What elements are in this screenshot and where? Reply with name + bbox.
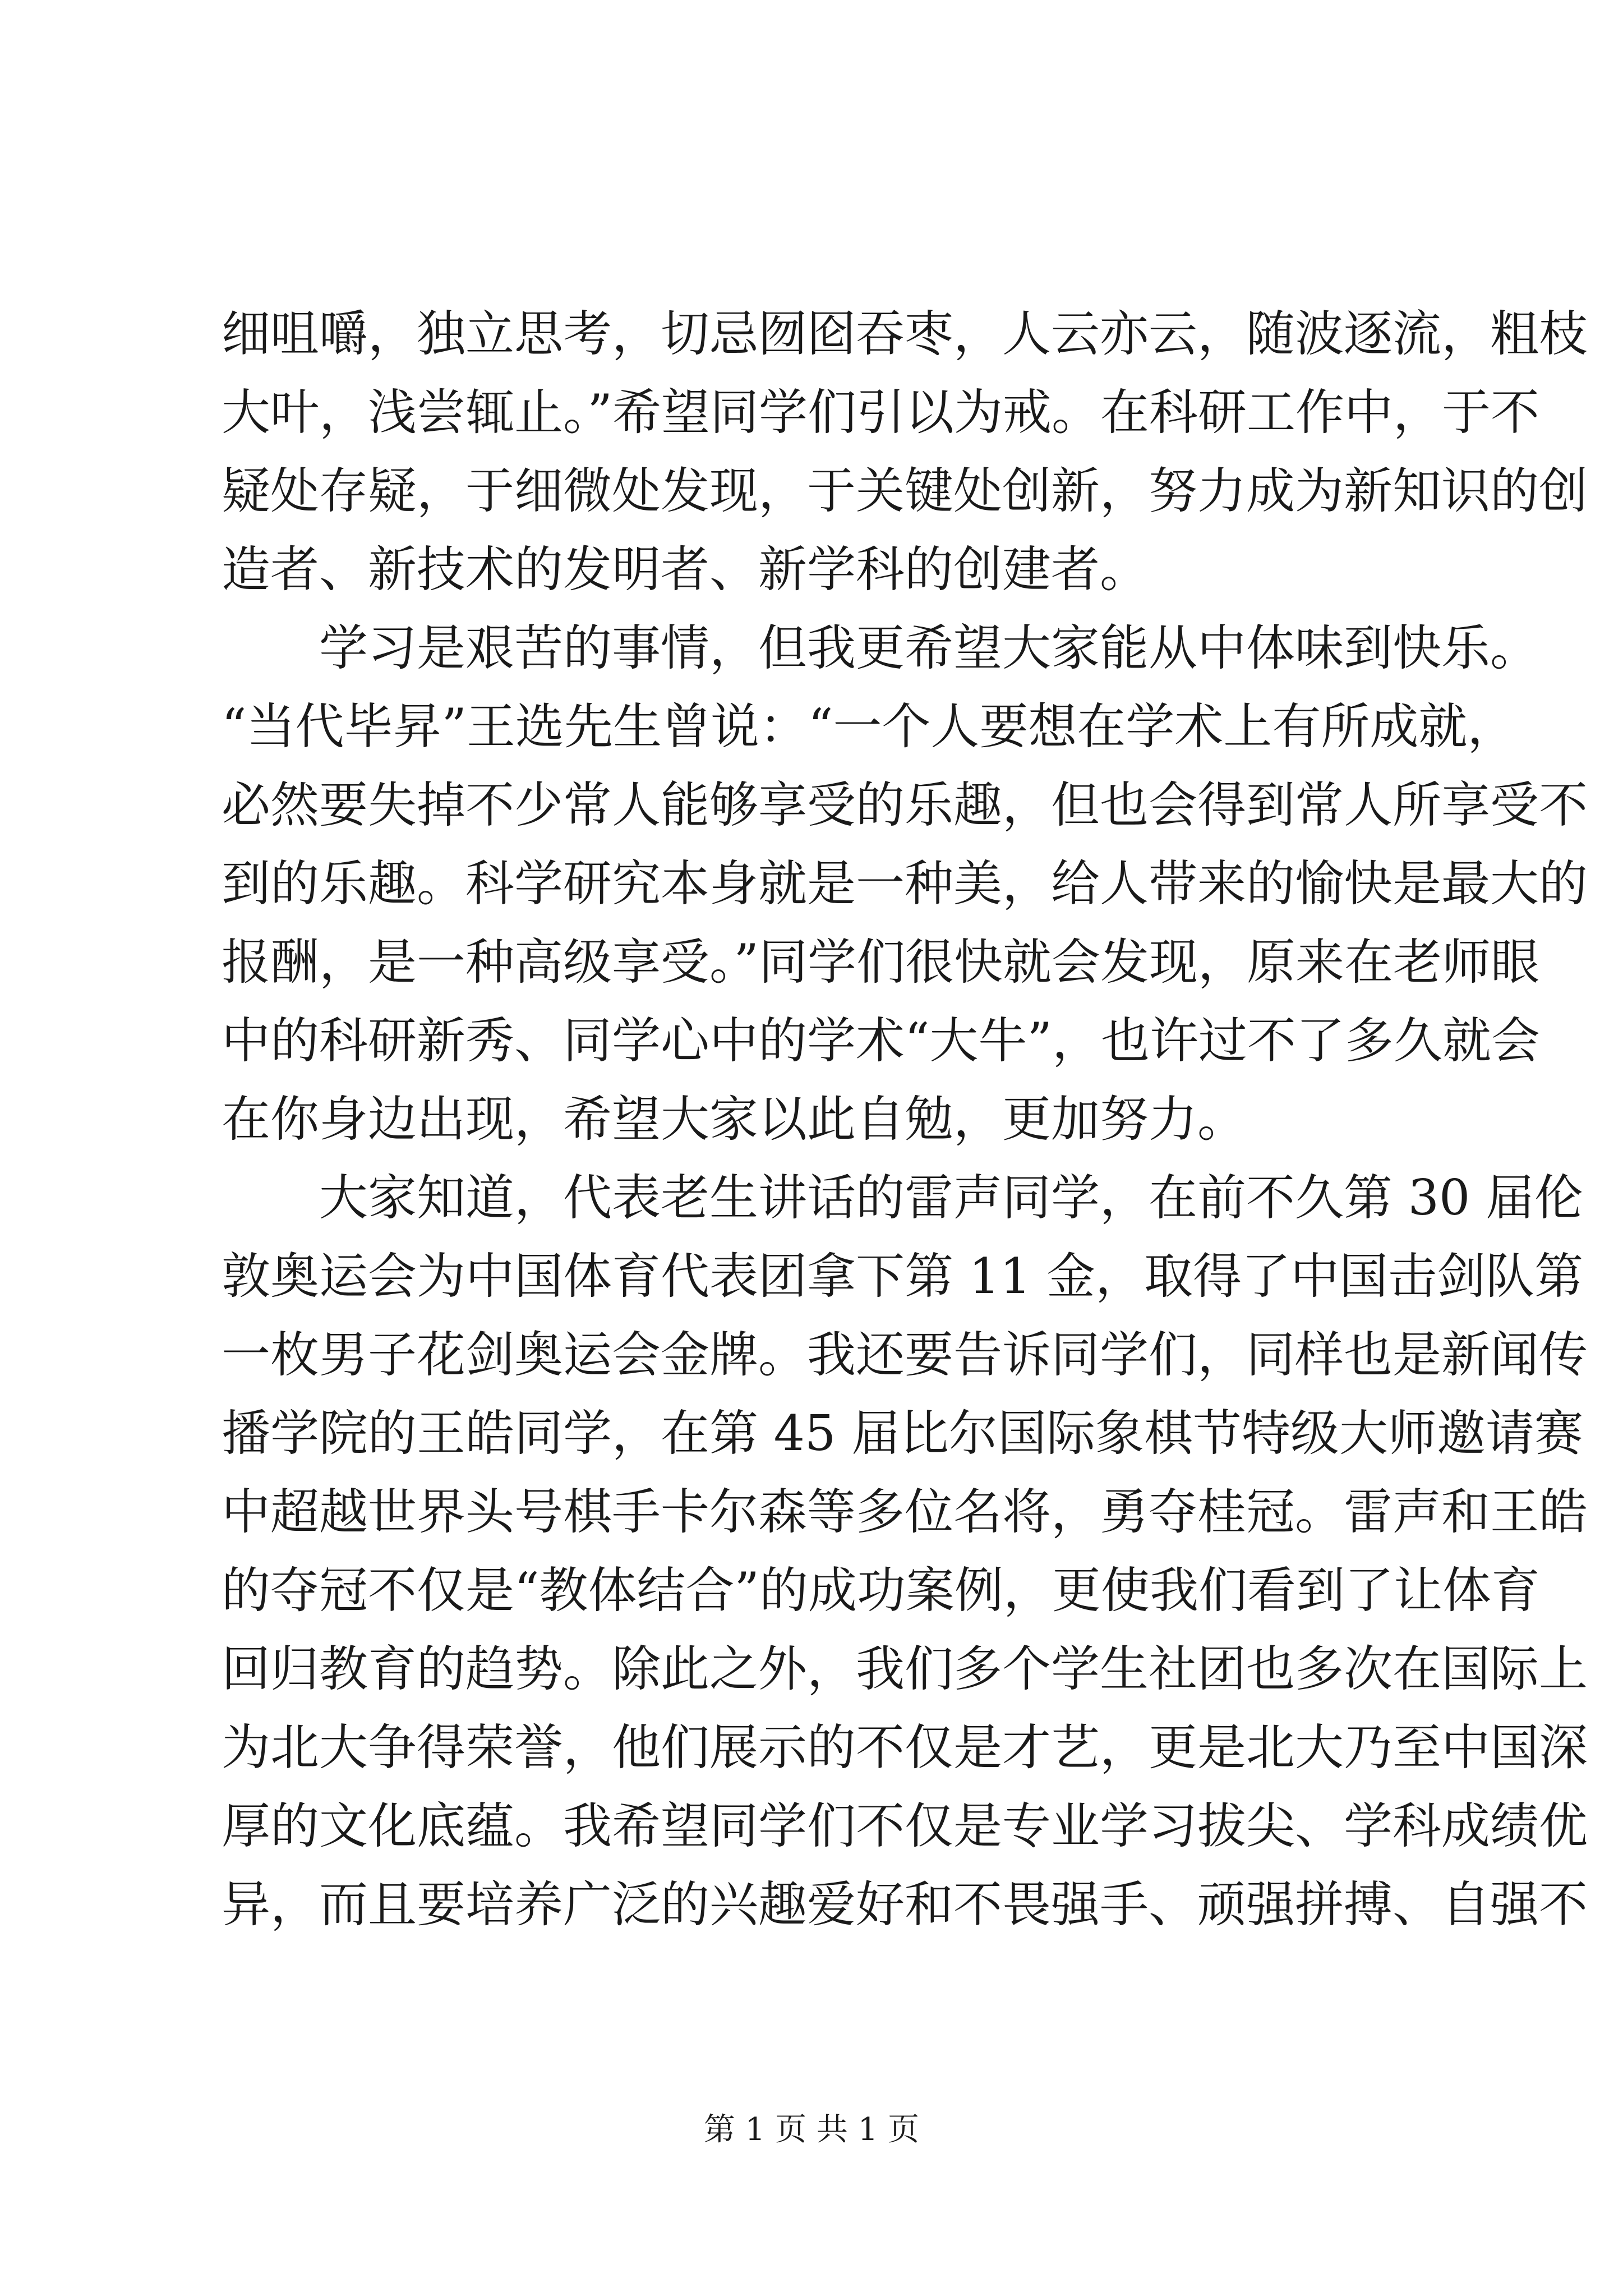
text-line: 敦奥运会为中国体育代表团拿下第 11 金，取得了中国击剑队第 <box>222 1248 1584 1305</box>
text-line: 大家知道，代表老生讲话的雷声同学，在前不久第 30 届伦 <box>222 1169 1584 1226</box>
text-line: 厚的文化底蕴。我希望同学们不仅是专业学习拔尖、学科成绩优 <box>222 1797 1588 1855</box>
text-line: 到的乐趣。科学研究本身就是一种美，给人带来的愉快是最大的 <box>222 855 1588 912</box>
text-line: 的夺冠不仅是“教体结合”的成功案例，更使我们看到了让体育 <box>222 1562 1540 1619</box>
text-line: 报酬，是一种高级享受。”同学们很快就会发现，原来在老师眼 <box>222 933 1539 991</box>
text-line: 回归教育的趋势。除此之外，我们多个学生社团也多次在国际上 <box>222 1640 1588 1697</box>
text-line: 一枚男子花剑奥运会金牌。我还要告诉同学们，同样也是新闻传 <box>222 1326 1588 1383</box>
text-line: 中的科研新秀、同学心中的学术“大牛”，也许过不了多久就会 <box>222 1012 1540 1069</box>
text-line: 异，而且要培养广泛的兴趣爱好和不畏强手、顽强拼搏、自强不 <box>222 1876 1588 1933</box>
text-line: 为北大争得荣誉，他们展示的不仅是才艺，更是北大乃至中国深 <box>222 1719 1588 1776</box>
text-line: 大叶，浅尝辄止。”希望同学们引以为戒。在科研工作中，于不 <box>222 384 1539 441</box>
text-line: 造者、新技术的发明者、新学科的创建者。 <box>222 541 1149 598</box>
text-line: 疑处存疑，于细微处发现，于关键处创新，努力成为新知识的创 <box>222 462 1588 519</box>
text-line: 必然要失掉不少常人能够享受的乐趣，但也会得到常人所享受不 <box>222 776 1588 834</box>
text-line: 中超越世界头号棋手卡尔森等多位名将，勇夺桂冠。雷声和王皓 <box>222 1483 1588 1540</box>
text-line: 细咀嚼，独立思考，切忌囫囵吞枣，人云亦云，随波逐流，粗枝 <box>222 305 1588 362</box>
text-line: “当代毕昇”王选先生曾说：“一个人要想在学术上有所成就， <box>222 698 1516 755</box>
page-footer: 第 1 页 共 1 页 <box>703 2111 920 2148</box>
text-line: 播学院的王皓同学，在第 45 届比尔国际象棋节特级大师邀请赛 <box>222 1405 1584 1462</box>
text-line: 学习是艰苦的事情，但我更希望大家能从中体味到快乐。 <box>222 619 1539 677</box>
text-line: 在你身边出现，希望大家以此自勉，更加努力。 <box>222 1091 1246 1148</box>
